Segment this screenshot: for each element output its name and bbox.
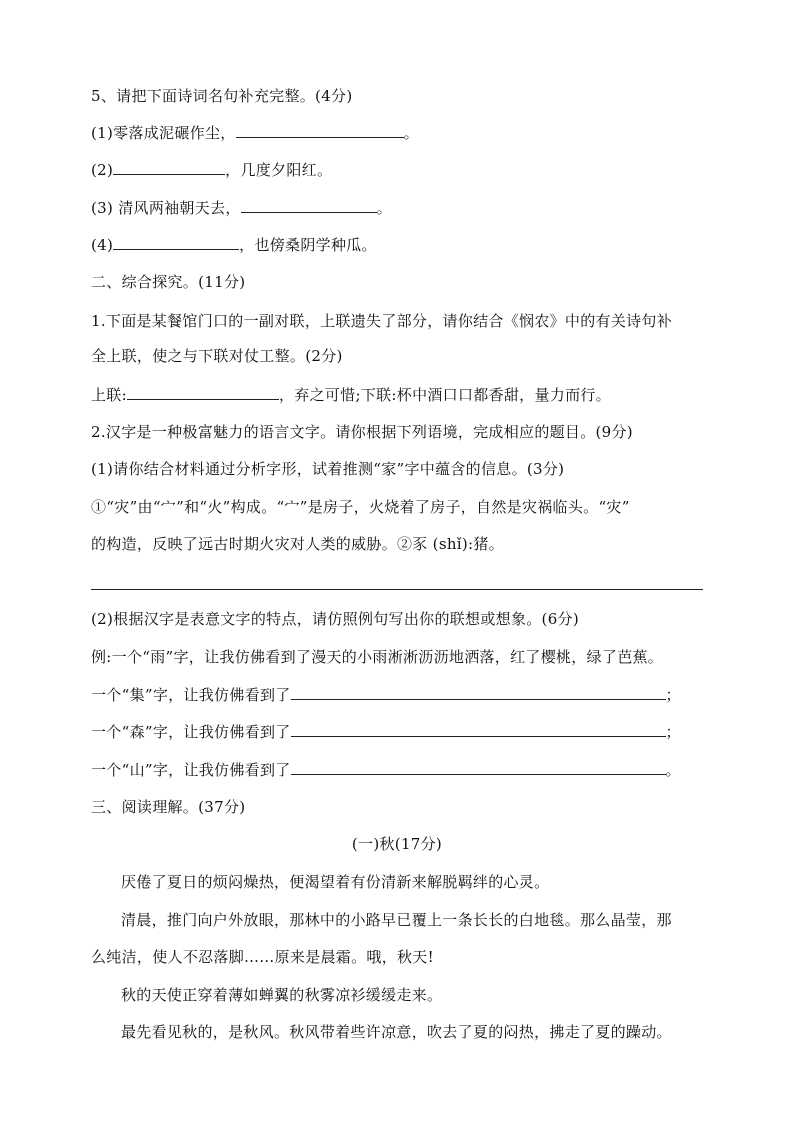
fill-blank-1[interactable] [291,685,666,700]
fill-item-3-text: 一个“山”字，让我仿佛看到了 [91,761,291,779]
poem-item-2 [91,160,332,180]
poem-item-4 [91,235,377,255]
question-5-heading: 5、请把下面诗词名句补充完整。(4分) [91,87,353,105]
material-line-1: ①“灾”由“宀”和“火”构成。“宀”是房子，火烧着了房子，自然是灾祸临头。“灾” [91,498,630,516]
example-sentence: 例:一个“雨”字，让我仿佛看到了漫天的小雨淅淅沥沥地洒落，红了樱桃，绿了芭蕉。 [91,648,664,666]
poem-item-4-number: (4) [91,236,114,254]
couplet-blank[interactable] [127,385,279,400]
fill-blank-2[interactable] [291,722,666,737]
passage-paragraph-3: 秋的天使正穿着薄如蝉翼的秋雾凉衫缓缓走来。 [121,986,443,1004]
poem-blank-2[interactable] [113,160,225,175]
poem-item-1-end: 。 [403,124,419,142]
fill-item-1-text: 一个“集”字，让我仿佛看到了 [91,686,291,704]
passage-paragraph-1: 厌倦了夏日的烦闷燥热，便渴望着有份清新来解脱羁绊的心灵。 [121,873,550,891]
poem-item-2-text: ，几度夕阳红。 [225,161,333,179]
poem-blank-3[interactable] [241,198,377,213]
fill-item-2-text: 一个“森”字，让我仿佛看到了 [91,723,291,741]
poem-item-1 [91,123,419,143]
fill-blank-3[interactable] [291,760,666,775]
section-3-heading: 三、阅读理解。(37分) [91,798,246,816]
question-1-line-2: 全上联，使之与下联对仗工整。(2分) [91,347,343,365]
poem-item-1-text: (1)零落成泥碾作尘， [91,124,236,142]
fill-item-1 [91,685,681,705]
material-line-2: 的构造，反映了远古时期火灾对人类的威胁。②豕 (shǐ):猪。 [91,535,504,553]
passage-title: (一)秋(17分) [351,835,443,853]
fill-item-3-end: 。 [665,761,681,779]
question-2-1: (1)请你结合材料通过分析字形，试着推测“家”字中蕴含的信息。(3分) [91,460,565,478]
fill-item-1-end: ； [665,686,681,704]
passage-paragraph-4: 最先看见秋的，是秋风。秋风带着些许凉意，吹去了夏的闷热，拂走了夏的躁动。 [121,1023,672,1041]
poem-item-2-number: (2) [91,161,114,179]
poem-blank-4[interactable] [113,235,239,250]
couplet-label: 上联: [91,386,127,404]
question-2-heading: 2.汉字是一种极富魅力的语言文字。请你根据下列语境，完成相应的题目。(9分) [91,423,633,441]
couplet-text: ，弃之可惜;下联:杯中酒口口都香甜，量力而行。 [278,386,611,404]
passage-paragraph-2-line-1: 清晨，推门向户外放眼，那林中的小路早已覆上一条长长的白地毯。那么晶莹，那 [121,911,672,929]
section-2-heading: 二、综合探究。(11分) [91,273,246,291]
poem-item-3-end: 。 [376,199,392,217]
fill-item-2 [91,722,681,742]
poem-item-4-text: ，也傍桑阴学种瓜。 [239,236,377,254]
poem-item-3 [91,198,392,218]
poem-item-3-text: (3) 清风两袖朝天去， [91,199,241,217]
question-1-line-1: 1.下面是某餐馆门口的一副对联，上联遗失了部分，请你结合《悯农》中的有关诗句补 [91,312,673,330]
answer-line[interactable] [91,589,703,590]
couplet-line [91,385,611,405]
fill-item-2-end: ； [665,723,681,741]
poem-blank-1[interactable] [236,123,404,138]
question-2-2: (2)根据汉字是表意文字的特点，请仿照例句写出你的联想或想象。(6分) [91,610,579,628]
passage-paragraph-2-line-2: 么纯洁，使人不忍落脚……原来是晨霜。哦，秋天! [91,948,434,966]
fill-item-3 [91,760,681,780]
